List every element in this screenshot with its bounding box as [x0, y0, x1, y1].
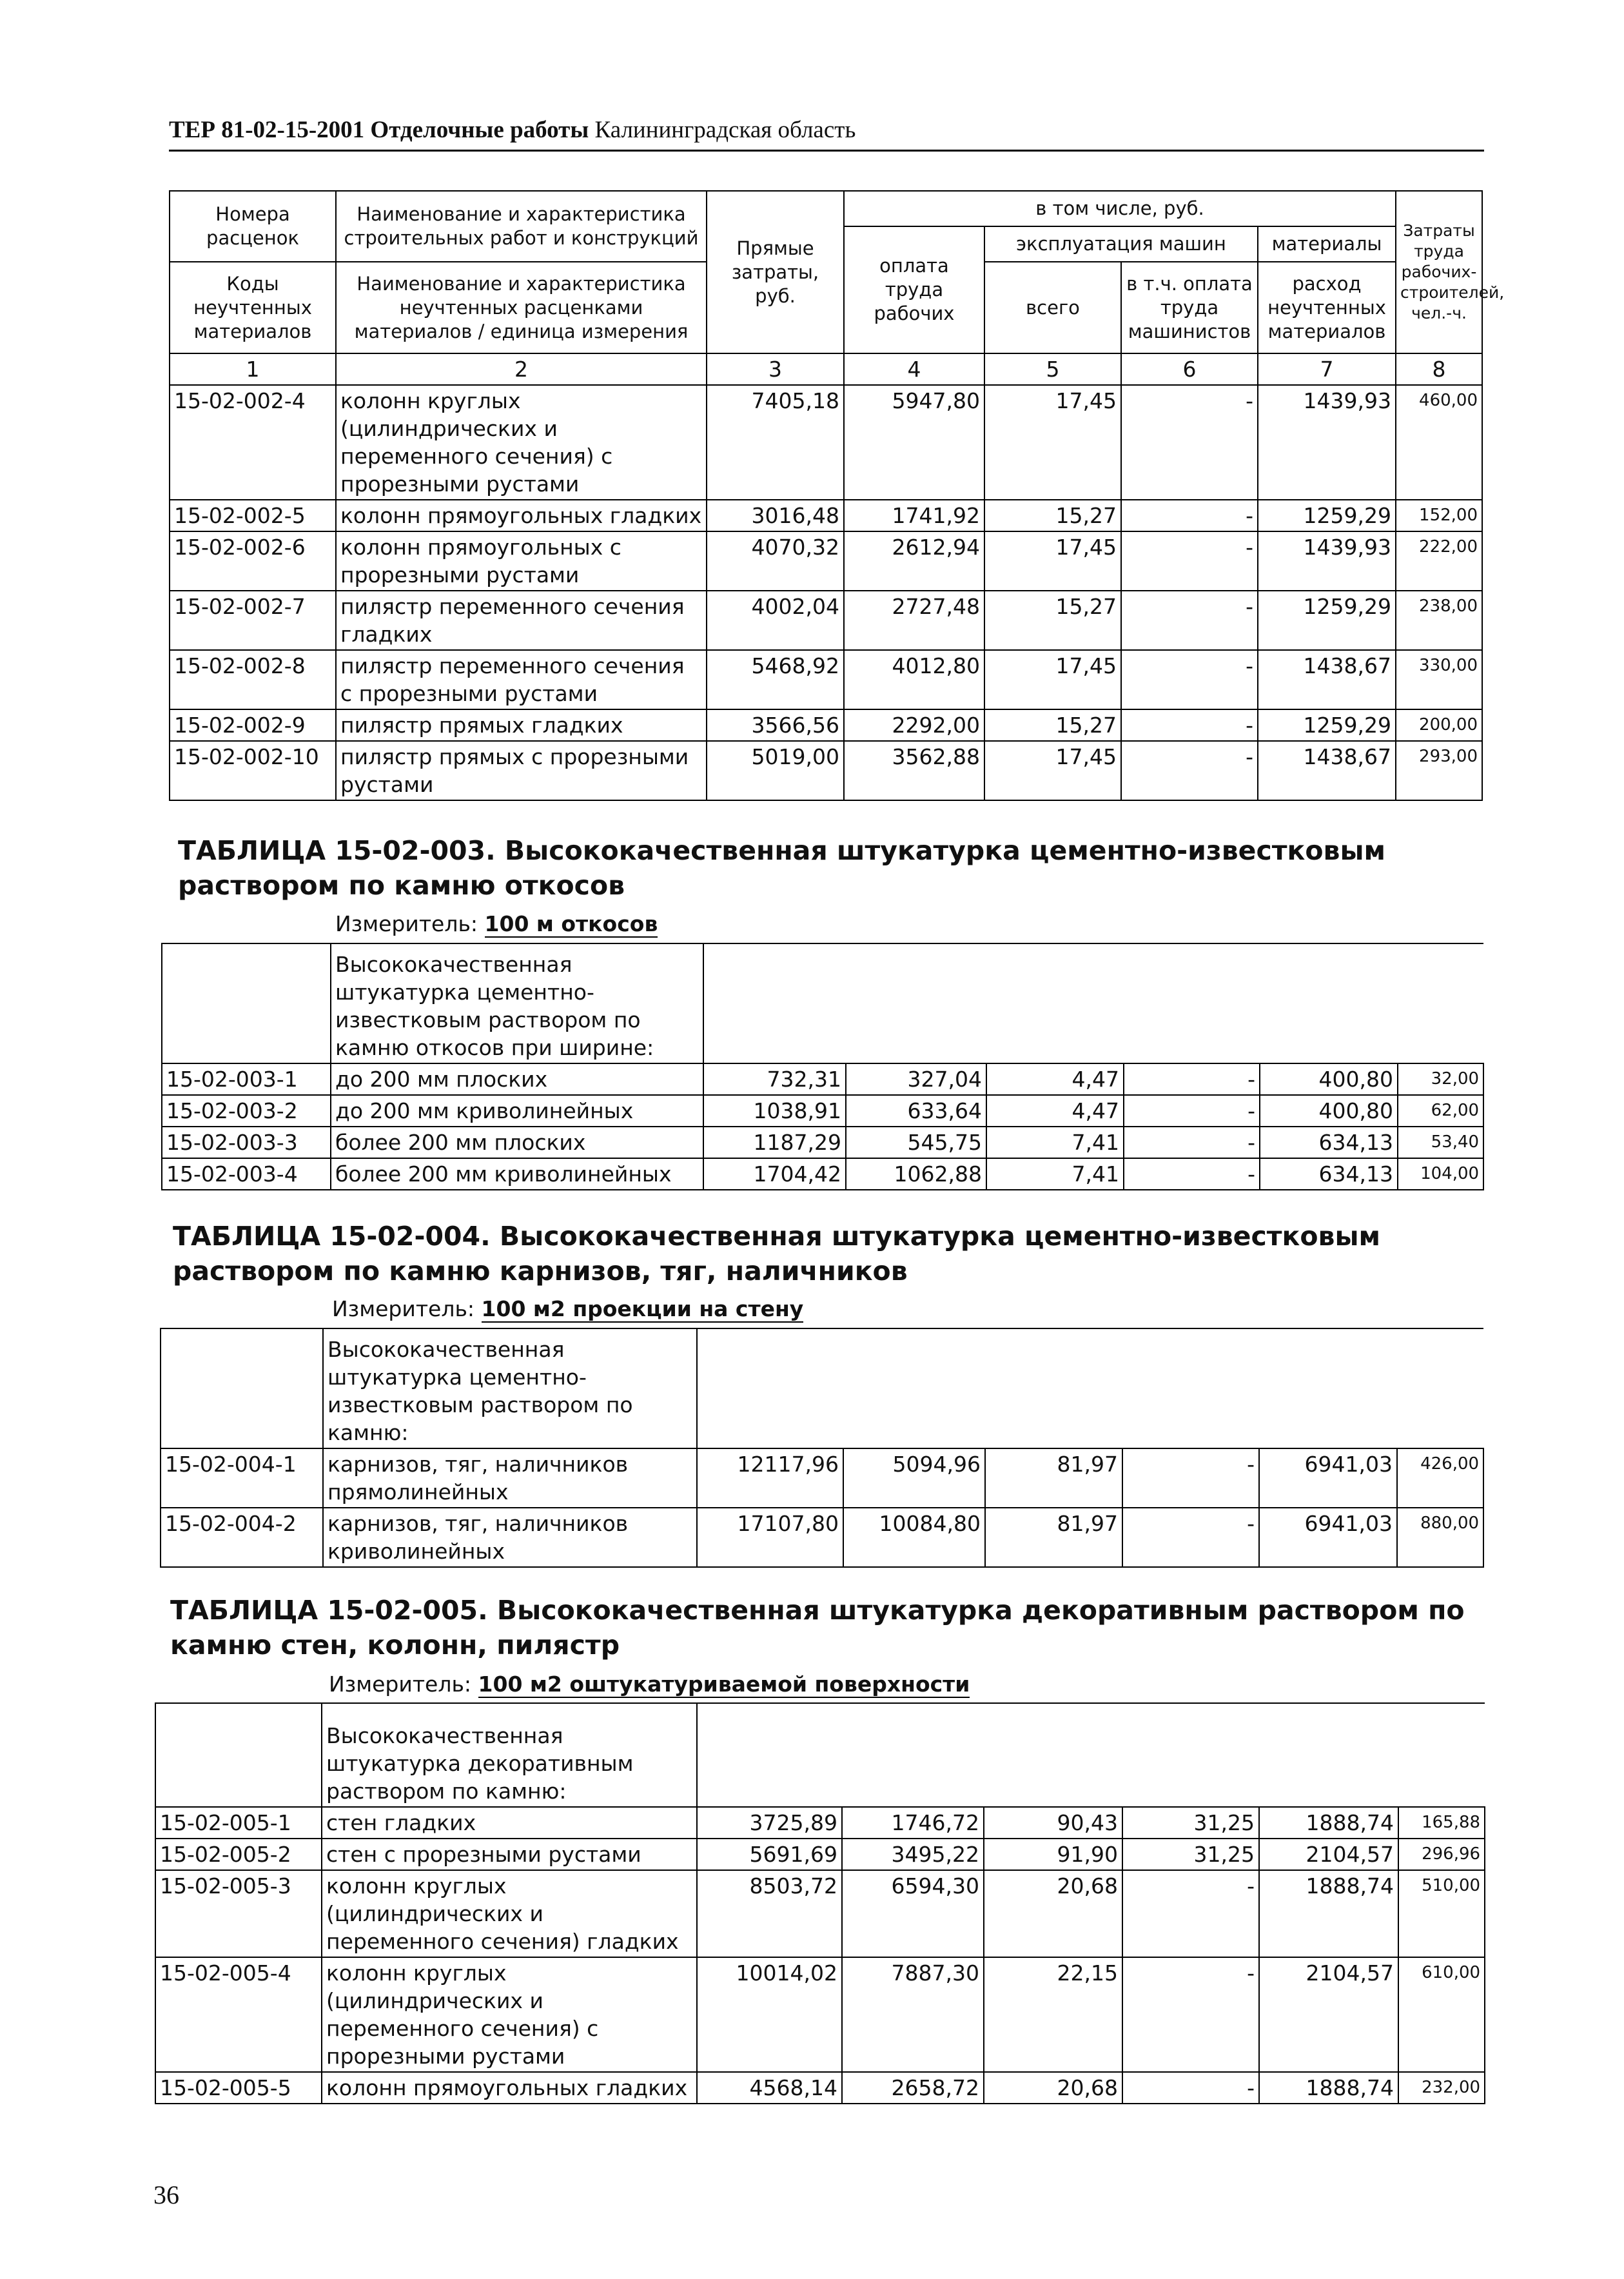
table-row — [162, 1095, 1483, 1127]
table-row — [162, 1063, 1483, 1095]
measure-unit: 100 м откосов — [484, 911, 658, 936]
page-number: 36 — [153, 2180, 179, 2209]
worker-pay: 7887,30 — [842, 1957, 984, 2072]
labor-hours: 296,96 — [1398, 1839, 1485, 1870]
labor-hours: 32,00 — [1398, 1063, 1483, 1095]
rate-code: 15-02-005-4 — [155, 1957, 322, 2072]
th-machinist-pay: в т.ч. оплата труда машинистов — [1121, 262, 1258, 353]
direct-costs: 5019,00 — [707, 741, 844, 800]
direct-costs: 4002,04 — [707, 591, 844, 650]
worker-pay: 2658,72 — [842, 2072, 984, 2104]
machines-total: 7,41 — [986, 1127, 1124, 1158]
col-num: 4 — [844, 353, 984, 385]
table-row — [162, 1158, 1483, 1190]
direct-costs: 12117,96 — [697, 1448, 843, 1508]
header-region: Калининградская область — [594, 117, 856, 143]
material-use: 400,80 — [1260, 1063, 1398, 1095]
worker-pay: 6594,30 — [842, 1870, 984, 1957]
machines-total: 15,27 — [984, 709, 1121, 741]
rate-code: 15-02-002-8 — [170, 650, 336, 709]
table-row — [155, 1870, 1485, 1957]
th-materials: материалы — [1258, 226, 1396, 262]
table-row — [162, 1127, 1483, 1158]
th-machines: эксплуатация машин — [984, 226, 1258, 262]
labor-hours: 200,00 — [1396, 709, 1482, 741]
material-use: 1439,93 — [1258, 385, 1396, 500]
machinist-pay: 31,25 — [1122, 1807, 1259, 1839]
table-row — [155, 1839, 1485, 1870]
worker-pay: 1741,92 — [844, 500, 984, 531]
machines-total: 20,68 — [984, 2072, 1122, 2104]
machines-total: 7,41 — [986, 1158, 1124, 1190]
table-row — [155, 1807, 1485, 1839]
column-numbers-row — [170, 353, 1482, 385]
machines-total: 90,43 — [984, 1807, 1122, 1839]
worker-pay: 2727,48 — [844, 591, 984, 650]
rate-code: 15-02-002-6 — [170, 531, 336, 591]
worker-pay: 4012,80 — [844, 650, 984, 709]
col-num: 8 — [1396, 353, 1482, 385]
labor-hours: 426,00 — [1397, 1448, 1483, 1508]
worker-pay: 3562,88 — [844, 741, 984, 800]
machines-total: 17,45 — [984, 741, 1121, 800]
th-rate-numbers: Номера расценок — [170, 191, 336, 262]
worker-pay: 2292,00 — [844, 709, 984, 741]
labor-hours: 510,00 — [1398, 1870, 1485, 1957]
direct-costs: 10014,02 — [697, 1957, 842, 2072]
work-name: колонн круглых (цилиндрических и переменного сечения) с прорезными рустами — [336, 385, 707, 500]
rate-code: 15-02-002-5 — [170, 500, 336, 531]
labor-hours: 62,00 — [1398, 1095, 1483, 1127]
work-name: пилястр прямых гладких — [336, 709, 707, 741]
material-use: 6941,03 — [1259, 1448, 1397, 1508]
table-row — [161, 1448, 1483, 1508]
work-name: до 200 мм плоских — [331, 1063, 703, 1095]
rate-code: 15-02-005-5 — [155, 2072, 322, 2104]
direct-costs: 1038,91 — [703, 1095, 846, 1127]
measure-unit: 100 м2 оштукатуриваемой поверхности — [478, 1672, 970, 1697]
measure-15-02-005 — [329, 1672, 970, 1697]
blank — [161, 1328, 323, 1448]
material-use: 1259,29 — [1258, 591, 1396, 650]
th-direct-costs: Прямые затраты, руб. — [707, 191, 844, 353]
material-use: 2104,57 — [1259, 1839, 1398, 1870]
rate-code: 15-02-003-3 — [162, 1127, 331, 1158]
direct-costs: 8503,72 — [697, 1870, 842, 1957]
machines-total: 4,47 — [986, 1095, 1124, 1127]
labor-hours: 880,00 — [1397, 1508, 1483, 1567]
worker-pay: 545,75 — [846, 1127, 986, 1158]
work-name: до 200 мм криволинейных — [331, 1095, 703, 1127]
work-name: пилястр переменного сечения гладких — [336, 591, 707, 650]
material-use: 2104,57 — [1259, 1957, 1398, 2072]
table-row — [161, 1508, 1483, 1567]
material-use: 1259,29 — [1258, 500, 1396, 531]
rate-code: 15-02-003-4 — [162, 1158, 331, 1190]
blank — [697, 1703, 1485, 1807]
machinist-pay: - — [1121, 591, 1258, 650]
col-num: 2 — [336, 353, 707, 385]
material-use: 1888,74 — [1259, 1807, 1398, 1839]
col-num: 3 — [707, 353, 844, 385]
rate-code: 15-02-002-9 — [170, 709, 336, 741]
machinist-pay: - — [1124, 1158, 1260, 1190]
machines-total: 17,45 — [984, 531, 1121, 591]
direct-costs: 1704,42 — [703, 1158, 846, 1190]
machinist-pay: - — [1121, 531, 1258, 591]
direct-costs: 3016,48 — [707, 500, 844, 531]
th-material-use: расход неучтенных материалов — [1258, 262, 1396, 353]
table-row — [170, 591, 1482, 650]
direct-costs: 5468,92 — [707, 650, 844, 709]
intro-text: Высококачественная штукатурка цементно-известковым раствором по камню откосов при ширине: — [331, 943, 703, 1063]
col-num: 6 — [1121, 353, 1258, 385]
material-use: 6941,03 — [1259, 1508, 1397, 1567]
measure-label: Измеритель: — [332, 1296, 475, 1321]
blank — [697, 1328, 1483, 1448]
table-title-15-02-005: ТАБЛИЦА 15-02-005. Высококачественная штукатурка декоративным раствором по камню стен, колонн, пилястр — [170, 1595, 1465, 1661]
measure-15-02-003 — [335, 911, 658, 937]
measure-label: Измеритель: — [335, 911, 478, 936]
machinist-pay: - — [1121, 709, 1258, 741]
intro-text: Высококачественная штукатурка цементно-известковым раствором по камню: — [323, 1328, 697, 1448]
work-name: карнизов, тяг, наличников криволинейных — [323, 1508, 697, 1567]
machinist-pay: - — [1121, 500, 1258, 531]
rate-code: 15-02-005-2 — [155, 1839, 322, 1870]
direct-costs: 3566,56 — [707, 709, 844, 741]
rate-code: 15-02-004-1 — [161, 1448, 323, 1508]
direct-costs: 17107,80 — [697, 1508, 843, 1567]
worker-pay: 633,64 — [846, 1095, 986, 1127]
labor-hours: 330,00 — [1396, 650, 1482, 709]
rate-code: 15-02-003-2 — [162, 1095, 331, 1127]
direct-costs: 7405,18 — [707, 385, 844, 500]
machinist-pay: - — [1121, 741, 1258, 800]
work-name: карнизов, тяг, наличников прямолинейных — [323, 1448, 697, 1508]
work-name: колонн прямоугольных гладких — [322, 2072, 697, 2104]
machines-total: 15,27 — [984, 591, 1121, 650]
th-worker-pay: оплата труда рабочих — [844, 226, 984, 353]
direct-costs: 1187,29 — [703, 1127, 846, 1158]
machinist-pay: - — [1122, 1508, 1259, 1567]
machinist-pay: - — [1121, 385, 1258, 500]
machines-total: 17,45 — [984, 385, 1121, 500]
worker-pay: 2612,94 — [844, 531, 984, 591]
machinist-pay: - — [1121, 650, 1258, 709]
work-name: стен с прорезными рустами — [322, 1839, 697, 1870]
rate-code: 15-02-005-1 — [155, 1807, 322, 1839]
table-row — [170, 531, 1482, 591]
measure-label: Измеритель: — [329, 1672, 472, 1697]
table-title-15-02-003: ТАБЛИЦА 15-02-003. Высококачественная штукатурка цементно-известковым раствором по камню откосов — [178, 835, 1386, 901]
direct-costs: 4070,32 — [707, 531, 844, 591]
work-name: колонн круглых (цилиндрических и переменного сечения) с прорезными рустами — [322, 1957, 697, 2072]
work-name: колонн прямоугольных гладких — [336, 500, 707, 531]
blank — [155, 1703, 322, 1807]
machines-total: 81,97 — [985, 1448, 1122, 1508]
material-use: 1438,67 — [1258, 741, 1396, 800]
machines-total: 4,47 — [986, 1063, 1124, 1095]
labor-hours: 460,00 — [1396, 385, 1482, 500]
worker-pay: 10084,80 — [843, 1508, 985, 1567]
measure-15-02-004 — [332, 1296, 803, 1322]
labor-hours: 222,00 — [1396, 531, 1482, 591]
table-row — [170, 741, 1482, 800]
direct-costs: 732,31 — [703, 1063, 846, 1095]
worker-pay: 1746,72 — [842, 1807, 984, 1839]
table-row — [170, 650, 1482, 709]
machines-total: 20,68 — [984, 1870, 1122, 1957]
work-name: более 200 мм плоских — [331, 1127, 703, 1158]
table-15-02-002 — [169, 190, 1505, 801]
col-num: 1 — [170, 353, 336, 385]
labor-hours: 53,40 — [1398, 1127, 1483, 1158]
rate-code: 15-02-003-1 — [162, 1063, 331, 1095]
labor-hours: 293,00 — [1396, 741, 1482, 800]
col-num: 5 — [984, 353, 1121, 385]
table-title-15-02-004: ТАБЛИЦА 15-02-004. Высококачественная штукатурка цементно-известковым раствором по камню карнизов, тяг, наличников — [173, 1221, 1381, 1287]
machinist-pay: - — [1124, 1095, 1260, 1127]
material-use: 634,13 — [1260, 1158, 1398, 1190]
table-row — [155, 1957, 1485, 2072]
work-name: колонн прямоугольных с прорезными рустами — [336, 531, 707, 591]
table-row — [155, 2072, 1485, 2104]
th-work-name: Наименование и характеристика строительных работ и конструкций — [336, 191, 707, 262]
worker-pay: 5094,96 — [843, 1448, 985, 1508]
worker-pay: 5947,80 — [844, 385, 984, 500]
material-use: 1439,93 — [1258, 531, 1396, 591]
material-use: 634,13 — [1260, 1127, 1398, 1158]
labor-hours: 238,00 — [1396, 591, 1482, 650]
direct-costs: 3725,89 — [697, 1807, 842, 1839]
worker-pay: 1062,88 — [846, 1158, 986, 1190]
rate-code: 15-02-002-7 — [170, 591, 336, 650]
col-num: 7 — [1258, 353, 1396, 385]
worker-pay: 327,04 — [846, 1063, 986, 1095]
material-use: 1438,67 — [1258, 650, 1396, 709]
labor-hours: 232,00 — [1398, 2072, 1485, 2104]
header-code: ТЕР 81-02-15-2001 Отделочные работы — [169, 117, 589, 143]
direct-costs: 4568,14 — [697, 2072, 842, 2104]
machines-total: 81,97 — [985, 1508, 1122, 1567]
blank — [703, 943, 1483, 1063]
machinist-pay: 31,25 — [1122, 1839, 1259, 1870]
labor-hours: 152,00 — [1396, 500, 1482, 531]
labor-hours: 610,00 — [1398, 1957, 1485, 2072]
intro-text: Высококачественная штукатурка декоративным раствором по камню: — [322, 1703, 697, 1807]
work-name: пилястр переменного сечения с прорезными рустами — [336, 650, 707, 709]
table-15-02-004 — [160, 1328, 1484, 1568]
machines-total: 22,15 — [984, 1957, 1122, 2072]
machinist-pay: - — [1122, 1957, 1259, 2072]
machinist-pay: - — [1124, 1063, 1260, 1095]
work-name: пилястр прямых с прорезными рустами — [336, 741, 707, 800]
machinist-pay: - — [1122, 1870, 1259, 1957]
material-use: 400,80 — [1260, 1095, 1398, 1127]
work-name: стен гладких — [322, 1807, 697, 1839]
table-15-02-003 — [161, 943, 1484, 1190]
labor-hours: 165,88 — [1398, 1807, 1485, 1839]
direct-costs: 5691,69 — [697, 1839, 842, 1870]
work-name: более 200 мм криволинейных — [331, 1158, 703, 1190]
material-use: 1888,74 — [1259, 2072, 1398, 2104]
measure-unit: 100 м2 проекции на стену — [481, 1296, 804, 1321]
machines-total: 15,27 — [984, 500, 1121, 531]
rate-code: 15-02-002-10 — [170, 741, 336, 800]
th-labor: Затраты труда рабочих-строителей, чел.-ч. — [1396, 191, 1482, 353]
table-row — [170, 385, 1482, 500]
machinist-pay: - — [1124, 1127, 1260, 1158]
table-15-02-005 — [155, 1702, 1485, 2104]
table-row — [170, 500, 1482, 531]
th-including: в том числе, руб. — [844, 191, 1396, 226]
work-name: колонн круглых (цилиндрических и переменного сечения) гладких — [322, 1870, 697, 1957]
material-use: 1888,74 — [1259, 1870, 1398, 1957]
labor-hours: 104,00 — [1398, 1158, 1483, 1190]
machinist-pay: - — [1122, 2072, 1259, 2104]
machines-total: 91,90 — [984, 1839, 1122, 1870]
th-machines-total: всего — [984, 262, 1121, 353]
running-header — [169, 115, 1484, 152]
rate-code: 15-02-002-4 — [170, 385, 336, 500]
th-material-name: Наименование и характеристика неучтенных расценками материалов / единица измерения — [336, 262, 707, 353]
material-use: 1259,29 — [1258, 709, 1396, 741]
rate-code: 15-02-005-3 — [155, 1870, 322, 1957]
blank — [162, 943, 331, 1063]
table-row — [170, 709, 1482, 741]
worker-pay: 3495,22 — [842, 1839, 984, 1870]
machines-total: 17,45 — [984, 650, 1121, 709]
machinist-pay: - — [1122, 1448, 1259, 1508]
rate-code: 15-02-004-2 — [161, 1508, 323, 1567]
th-material-codes: Коды неучтенных материалов — [170, 262, 336, 353]
